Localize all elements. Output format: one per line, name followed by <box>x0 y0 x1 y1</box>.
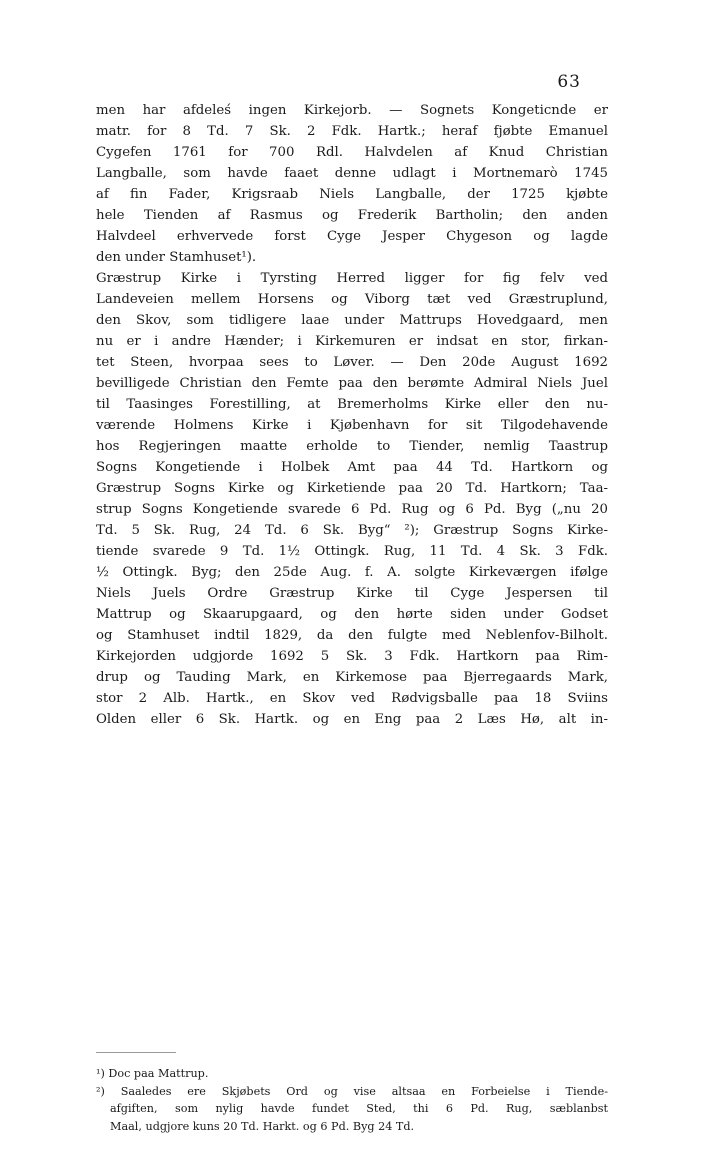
text-line: Græstrup Sogns Kirke og Kirketiende paa 20 Td. Hartkorn; Taa- <box>96 481 608 496</box>
text-line: stor 2 Alb. Hartk., en Skov ved Rødvigsballe paa 18 Sviins <box>96 691 608 706</box>
footnote-divider <box>96 1052 176 1053</box>
footnote-line: ²) Saaledes ere Skjøbets Ord og vise altsaa en Forbeielse i Tiende- <box>96 1084 608 1098</box>
text-line: og Stamhuset indtil 1829, da den fulgte med Neblenfov-Bilholt. <box>96 628 608 643</box>
footnote-line: afgiften, som nylig havde fundet Sted, thi 6 Pd. Rug, sæblanbst <box>110 1102 608 1115</box>
text-line: Halvdeel erhvervede forst Cyge Jesper Chygeson og lagde <box>96 229 608 244</box>
text-line: strup Sogns Kongetiende svarede 6 Pd. Rug og 6 Pd. Byg („nu 20 <box>96 502 608 517</box>
text-line: men har afdeleś ingen Kirkejorb. — Sognets Kongeticnde er <box>96 103 608 118</box>
text-line: den Skov, som tidligere laae under Mattrups Hovedgaard, men <box>96 313 608 328</box>
text-line: Olden eller 6 Sk. Hartk. og en Eng paa 2 Læs Hø, alt in- <box>96 712 608 727</box>
text-line: Landeveien mellem Horsens og Viborg tæt ved Græstruplund, <box>96 292 608 307</box>
text-line: Cygefen 1761 for 700 Rdl. Halvdelen af Knud Christian <box>96 145 608 160</box>
text-line: hos Regjeringen maatte erholde to Tiender, nemlig Taastrup <box>96 439 608 454</box>
text-line: Td. 5 Sk. Rug, 24 Td. 6 Sk. Byg“ ²); Græstrup Sogns Kirke- <box>96 523 608 538</box>
text-line: matr. for 8 Td. 7 Sk. 2 Fdk. Hartk.; heraf fjøbte Emanuel <box>96 124 608 139</box>
text-line: hele Tienden af Rasmus og Frederik Bartholin; den anden <box>96 208 608 223</box>
text-line: Sogns Kongetiende i Holbek Amt paa 44 Td. Hartkorn og <box>96 460 608 475</box>
text-line: ½ Ottingk. Byg; den 25de Aug. f. A. solgte Kirkeværgen ifølge <box>96 565 608 580</box>
text-line: til Taasinges Forestilling, at Bremerholms Kirke eller den nu- <box>96 397 608 412</box>
text-line: tet Steen, hvorpaa sees to Løver. — Den 20de August 1692 <box>96 355 608 370</box>
footnotes <box>96 1065 608 1135</box>
text-line: bevilligede Christian den Femte paa den berømte Admiral Niels Juel <box>96 376 608 391</box>
page-number: 63 <box>557 72 581 92</box>
text-line: nu er i andre Hænder; i Kirkemuren er indsat en stor, firkan- <box>96 334 608 349</box>
text-line: Kirkejorden udgjorde 1692 5 Sk. 3 Fdk. Hartkorn paa Rim- <box>96 649 608 664</box>
footnote-line: ¹) Doc paa Mattrup. <box>96 1067 209 1080</box>
footnote-line: Maal, udgjore kuns 20 Td. Harkt. og 6 Pd. Byg 24 Td. <box>110 1119 415 1133</box>
text-line: Mattrup og Skaarupgaard, og den hørte siden under Godset <box>96 607 608 622</box>
text-line: tiende svarede 9 Td. 1½ Ottingk. Rug, 11 Td. 4 Sk. 3 Fdk. <box>96 544 608 559</box>
text-line: drup og Tauding Mark, en Kirkemose paa Bjerregaards Mark, <box>96 670 608 685</box>
body-text <box>96 100 608 730</box>
text-line: Græstrup Kirke i Tyrsting Herred ligger for fig felv ved <box>96 271 608 286</box>
text-line: den under Stamhuset¹). <box>96 250 257 265</box>
text-line: Niels Juels Ordre Græstrup Kirke til Cyge Jespersen til <box>96 586 608 601</box>
text-line: af fin Fader, Krigsraab Niels Langballe, der 1725 kjøbte <box>96 187 608 202</box>
text-line: værende Holmens Kirke i Kjøbenhavn for sit Tilgodehavende <box>96 418 608 433</box>
text-line: Langballe, som havde faaet denne udlagt i Mortnemarò 1745 <box>96 166 608 181</box>
